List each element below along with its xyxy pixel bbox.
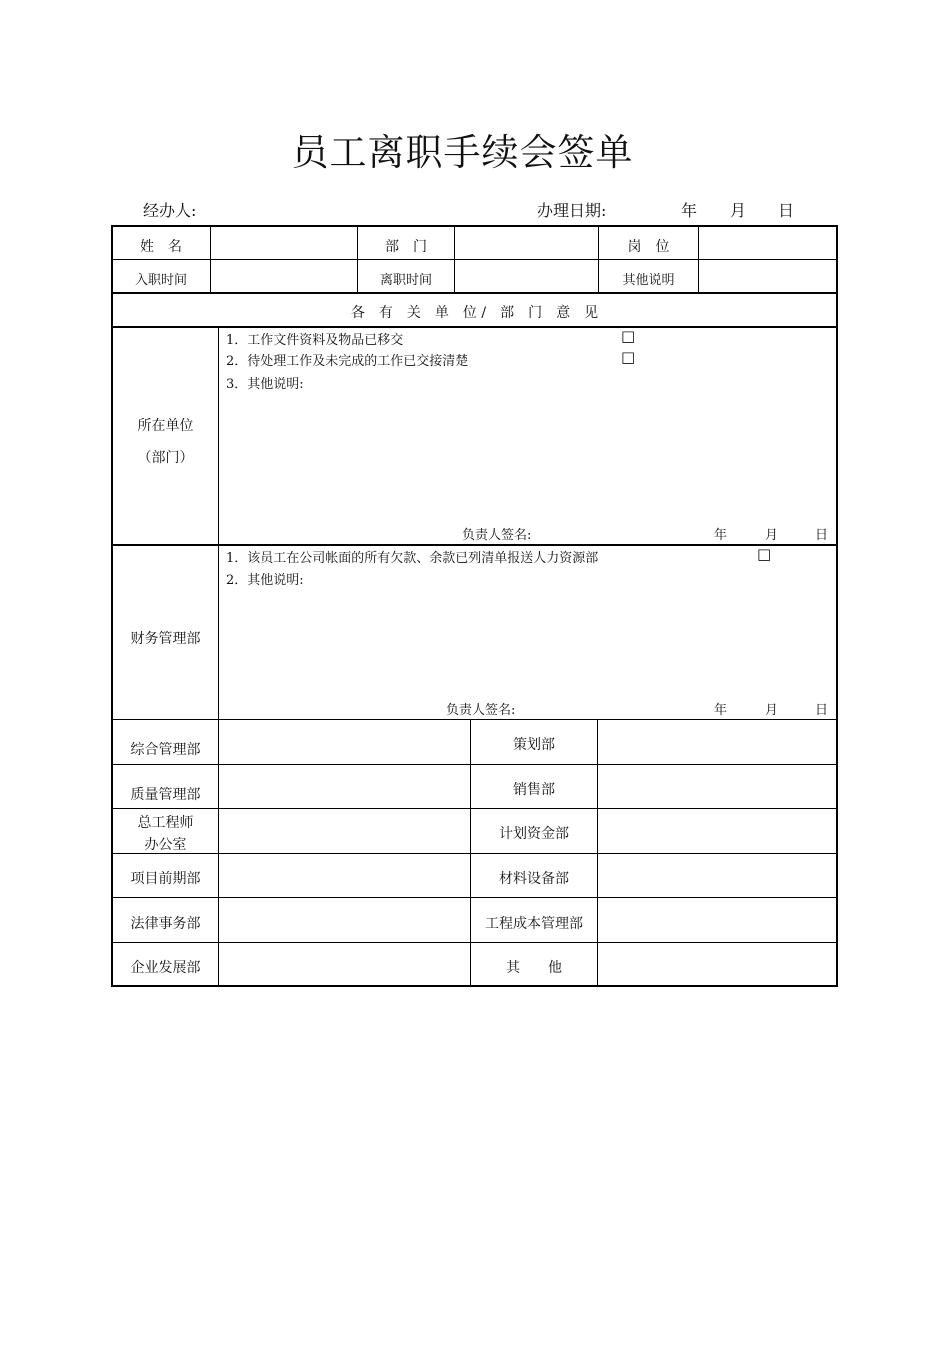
finance-label: 财务管理部: [130, 631, 201, 647]
dept-legal-affairs: 法律事务部: [130, 916, 201, 932]
dept-planning: 策划部: [513, 737, 555, 753]
unit-sign-day: 日: [815, 528, 829, 543]
handler-label: 经办人:: [143, 201, 197, 220]
date-month: 月: [730, 201, 747, 220]
unit-item-1: 1．工作文件资料及物品已移交: [226, 333, 404, 348]
unit-item-2-checkbox[interactable]: □: [621, 348, 636, 366]
finance-item-1-checkbox[interactable]: □: [757, 545, 772, 563]
dept-planning-finance: 计划资金部: [499, 826, 569, 842]
dept-materials-equipment: 材料设备部: [499, 871, 569, 887]
finance-sign-year: 年: [714, 703, 728, 718]
unit-item-1-checkbox[interactable]: □: [621, 327, 636, 345]
post-label: 岗 位: [627, 239, 670, 255]
unit-label-line2: （部门）: [137, 450, 194, 466]
unit-sign-month: 月: [765, 528, 779, 543]
dept-sales: 销售部: [513, 782, 555, 798]
dept-cost-management: 工程成本管理部: [485, 916, 583, 932]
opinions-header: 各 有 关 单 位 / 部 门 意 见: [350, 305, 599, 321]
dept-other: 其 他: [506, 960, 562, 976]
finance-sign-month: 月: [765, 703, 779, 718]
finance-item-2: 2．其他说明:: [226, 573, 304, 588]
dept-chief-engineer-line1: 总工程师: [137, 815, 194, 831]
unit-sign-year: 年: [714, 528, 728, 543]
date-label: 办理日期:: [537, 201, 607, 220]
dept-chief-engineer-line2: 办公室: [144, 837, 187, 853]
entry-time-label: 入职时间: [134, 273, 187, 288]
dept-enterprise-development: 企业发展部: [130, 960, 201, 976]
finance-item-1: 1．该员工在公司帐面的所有欠款、余款已列清单报送人力资源部: [226, 551, 599, 566]
dept-project-preliminary: 项目前期部: [130, 871, 201, 887]
date-day: 日: [778, 201, 795, 220]
page-title: 员工离职手续会签单: [291, 131, 634, 174]
unit-item-2: 2．待处理工作及未完成的工作已交接清楚: [226, 354, 469, 369]
finance-sign-label: 负责人签名:: [446, 703, 516, 718]
dept-label: 部 门: [385, 239, 427, 255]
dept-general-management: 综合管理部: [130, 742, 201, 758]
dept-quality-management: 质量管理部: [130, 787, 201, 803]
leave-time-label: 离职时间: [379, 273, 432, 288]
unit-item-3: 3．其他说明:: [226, 377, 304, 392]
unit-sign-label: 负责人签名:: [462, 528, 532, 543]
unit-label-line1: 所在单位: [137, 418, 194, 434]
finance-sign-day: 日: [815, 703, 829, 718]
name-label: 姓 名: [140, 239, 182, 255]
other-notes-label: 其他说明: [622, 273, 675, 288]
date-year: 年: [681, 201, 698, 220]
